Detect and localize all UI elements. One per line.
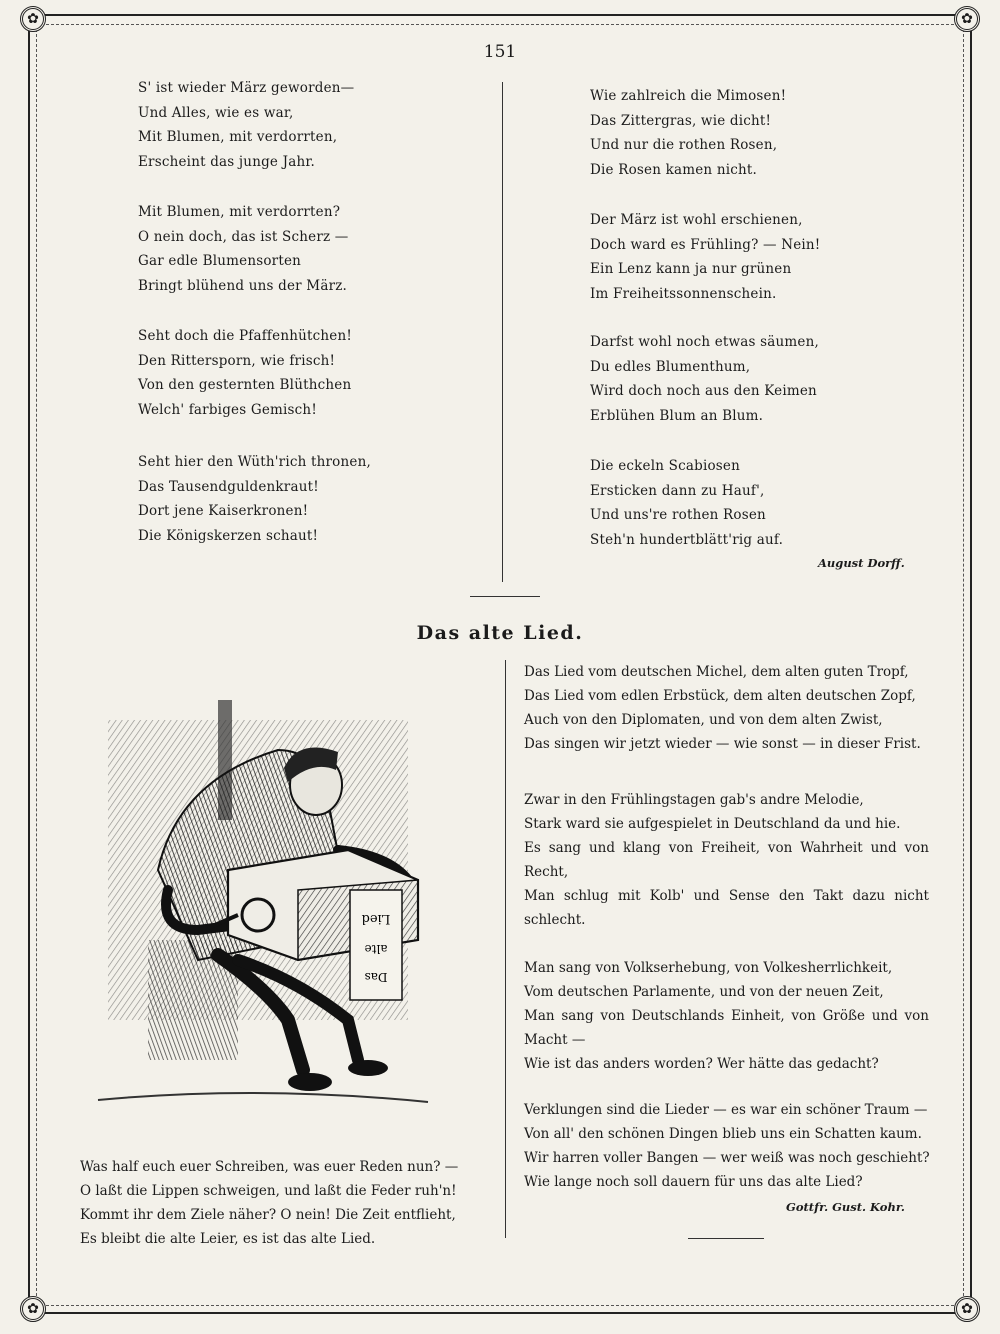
verse-line: Man schlug mit Kolb' und Sense den Takt dazu nicht schlecht. (524, 888, 929, 928)
verse-line: Gar edle Blumensorten (138, 253, 302, 269)
verse-line: Das singen wir jetzt wieder — wie sonst — in dieser Frist. (524, 736, 921, 752)
corner-rosette-icon: ✿ (20, 6, 46, 32)
verse-line: Wird doch noch aus den Keimen (590, 383, 817, 399)
verse-line: Auch von den Diplomaten, und von dem alten Zwist, (524, 712, 883, 728)
poem1-right-stanza-1 (590, 84, 786, 182)
verse-line: Stark ward sie aufgespielet in Deutschland da und hie. (524, 816, 901, 832)
verse-line: Verklungen sind die Lieder — es war ein schöner Traum — (524, 1102, 928, 1118)
verse-line: Das Lied vom deutschen Michel, dem alten guten Tropf, (524, 664, 909, 680)
scroll-text: Lied (361, 911, 391, 926)
verse-line: Die Rosen kamen nicht. (590, 161, 758, 178)
verse-line: O nein doch, das ist Scherz — (138, 228, 349, 245)
verse-line: Der März ist wohl erschienen, (590, 212, 803, 228)
poem2-stanza-3 (524, 956, 929, 1076)
verse-line: Von all' den schönen Dingen blieb uns ein Schatten kaum. (524, 1126, 922, 1142)
poem1-left-stanza-3 (138, 324, 352, 422)
verse-line: Darfst wohl noch etwas säumen, (590, 334, 820, 350)
verse-line: Kommt ihr dem Ziele näher? O nein! Die Zeit entflieht, (80, 1207, 456, 1223)
verse-line: Es bleibt die alte Leier, es ist das alte Lied. (80, 1231, 376, 1247)
section-divider (470, 596, 540, 597)
verse-line: Von den gesternten Blüthchen (138, 377, 352, 393)
verse-line: Im Freiheitssonnenschein. (590, 285, 777, 302)
verse-line: Man sang von Deutschlands Einheit, von Größe und von Macht — (524, 1008, 929, 1048)
verse-line: Erscheint das junge Jahr. (138, 153, 316, 170)
verse-line: Die eckeln Scabiosen (590, 458, 741, 474)
poem1-left-stanza-4 (138, 450, 371, 548)
poem2-stanza-4 (524, 1098, 929, 1194)
poem1-right-stanza-2 (590, 208, 820, 306)
corner-rosette-icon: ✿ (954, 6, 980, 32)
poem1-author: August Dorff. (818, 556, 905, 570)
poem1-right-stanza-3 (590, 330, 819, 428)
verse-line: Mit Blumen, mit verdorrten? (138, 204, 341, 220)
verse-line: Was half euch euer Schreiben, was euer Reden nun? — (80, 1159, 459, 1175)
column-rule (505, 660, 506, 1238)
poem2-author: Gottfr. Gust. Kohr. (786, 1200, 905, 1214)
poem2-title: Das alte Lied. (416, 622, 584, 644)
verse-line: Wie lange noch soll dauern für uns das alte Lied? (524, 1174, 863, 1190)
verse-line: Seht hier den Wüth'rich thronen, (138, 454, 371, 470)
scroll-text: Das (364, 970, 388, 984)
verse-line: Wir harren voller Bangen — wer weiß was noch geschieht? (524, 1150, 930, 1166)
verse-line: Man sang von Volkserhebung, von Volkesherrlichkeit, (524, 960, 893, 976)
verse-line: Zwar in den Frühlingstagen gab's andre Melodie, (524, 792, 864, 808)
verse-line: Dort jene Kaiserkronen! (138, 503, 309, 519)
page-number: 151 (470, 42, 530, 62)
verse-line: Wie ist das anders worden? Wer hätte das gedacht? (524, 1056, 879, 1072)
verse-line: Vom deutschen Parlamente, und von der neuen Zeit, (524, 984, 884, 1000)
verse-line: Bringt blühend uns der März. (138, 277, 348, 294)
verse-line: Die Königskerzen schaut! (138, 527, 319, 544)
verse-line: Doch ward es Frühling? — Nein! (590, 236, 821, 253)
verse-line: Ersticken dann zu Hauf', (590, 482, 765, 499)
verse-line: Das Lied vom edlen Erbstück, dem alten deutschen Zopf, (524, 688, 916, 704)
verse-line: Mit Blumen, mit verdorrten, (138, 129, 338, 145)
verse-line: Das Zittergras, wie dicht! (590, 112, 772, 129)
column-rule (502, 82, 503, 582)
poem1-left-stanza-2 (138, 200, 348, 298)
corner-rosette-icon: ✿ (20, 1296, 46, 1322)
verse-line: Wie zahlreich die Mimosen! (590, 88, 787, 104)
poem1-right-stanza-4 (590, 454, 783, 552)
verse-line: Seht doch die Pfaffenhütchen! (138, 328, 352, 344)
poem2-stanza-2 (524, 788, 929, 932)
verse-line: Und Alles, wie es war, (138, 104, 294, 121)
organ-grinder-illustration-icon (88, 690, 433, 1130)
poem2-stanza-1 (524, 660, 929, 756)
verse-line: Den Rittersporn, wie frisch! (138, 352, 336, 369)
verse-line: Du edles Blumenthum, (590, 358, 751, 375)
verse-line: Das Tausendguldenkraut! (138, 478, 319, 495)
verse-line: O laßt die Lippen schweigen, und laßt die Feder ruh'n! (80, 1183, 457, 1199)
poem1-left-stanza-1 (138, 76, 354, 174)
verse-line: S' ist wieder März geworden— (138, 80, 355, 96)
poem2-final-stanza (80, 1155, 458, 1251)
verse-line: Welch' farbiges Gemisch! (138, 401, 317, 418)
verse-line: Erblühen Blum an Blum. (590, 407, 764, 424)
verse-line: Es sang und klang von Freiheit, von Wahrheit und von Recht, (524, 840, 929, 880)
scroll-text: alte (364, 942, 388, 956)
verse-line: Steh'n hundertblätt'rig auf. (590, 531, 784, 548)
verse-line: Ein Lenz kann ja nur grünen (590, 261, 792, 277)
section-divider (688, 1238, 764, 1239)
verse-line: Und uns're rothen Rosen (590, 507, 766, 523)
corner-rosette-icon: ✿ (954, 1296, 980, 1322)
verse-line: Und nur die rothen Rosen, (590, 137, 778, 153)
